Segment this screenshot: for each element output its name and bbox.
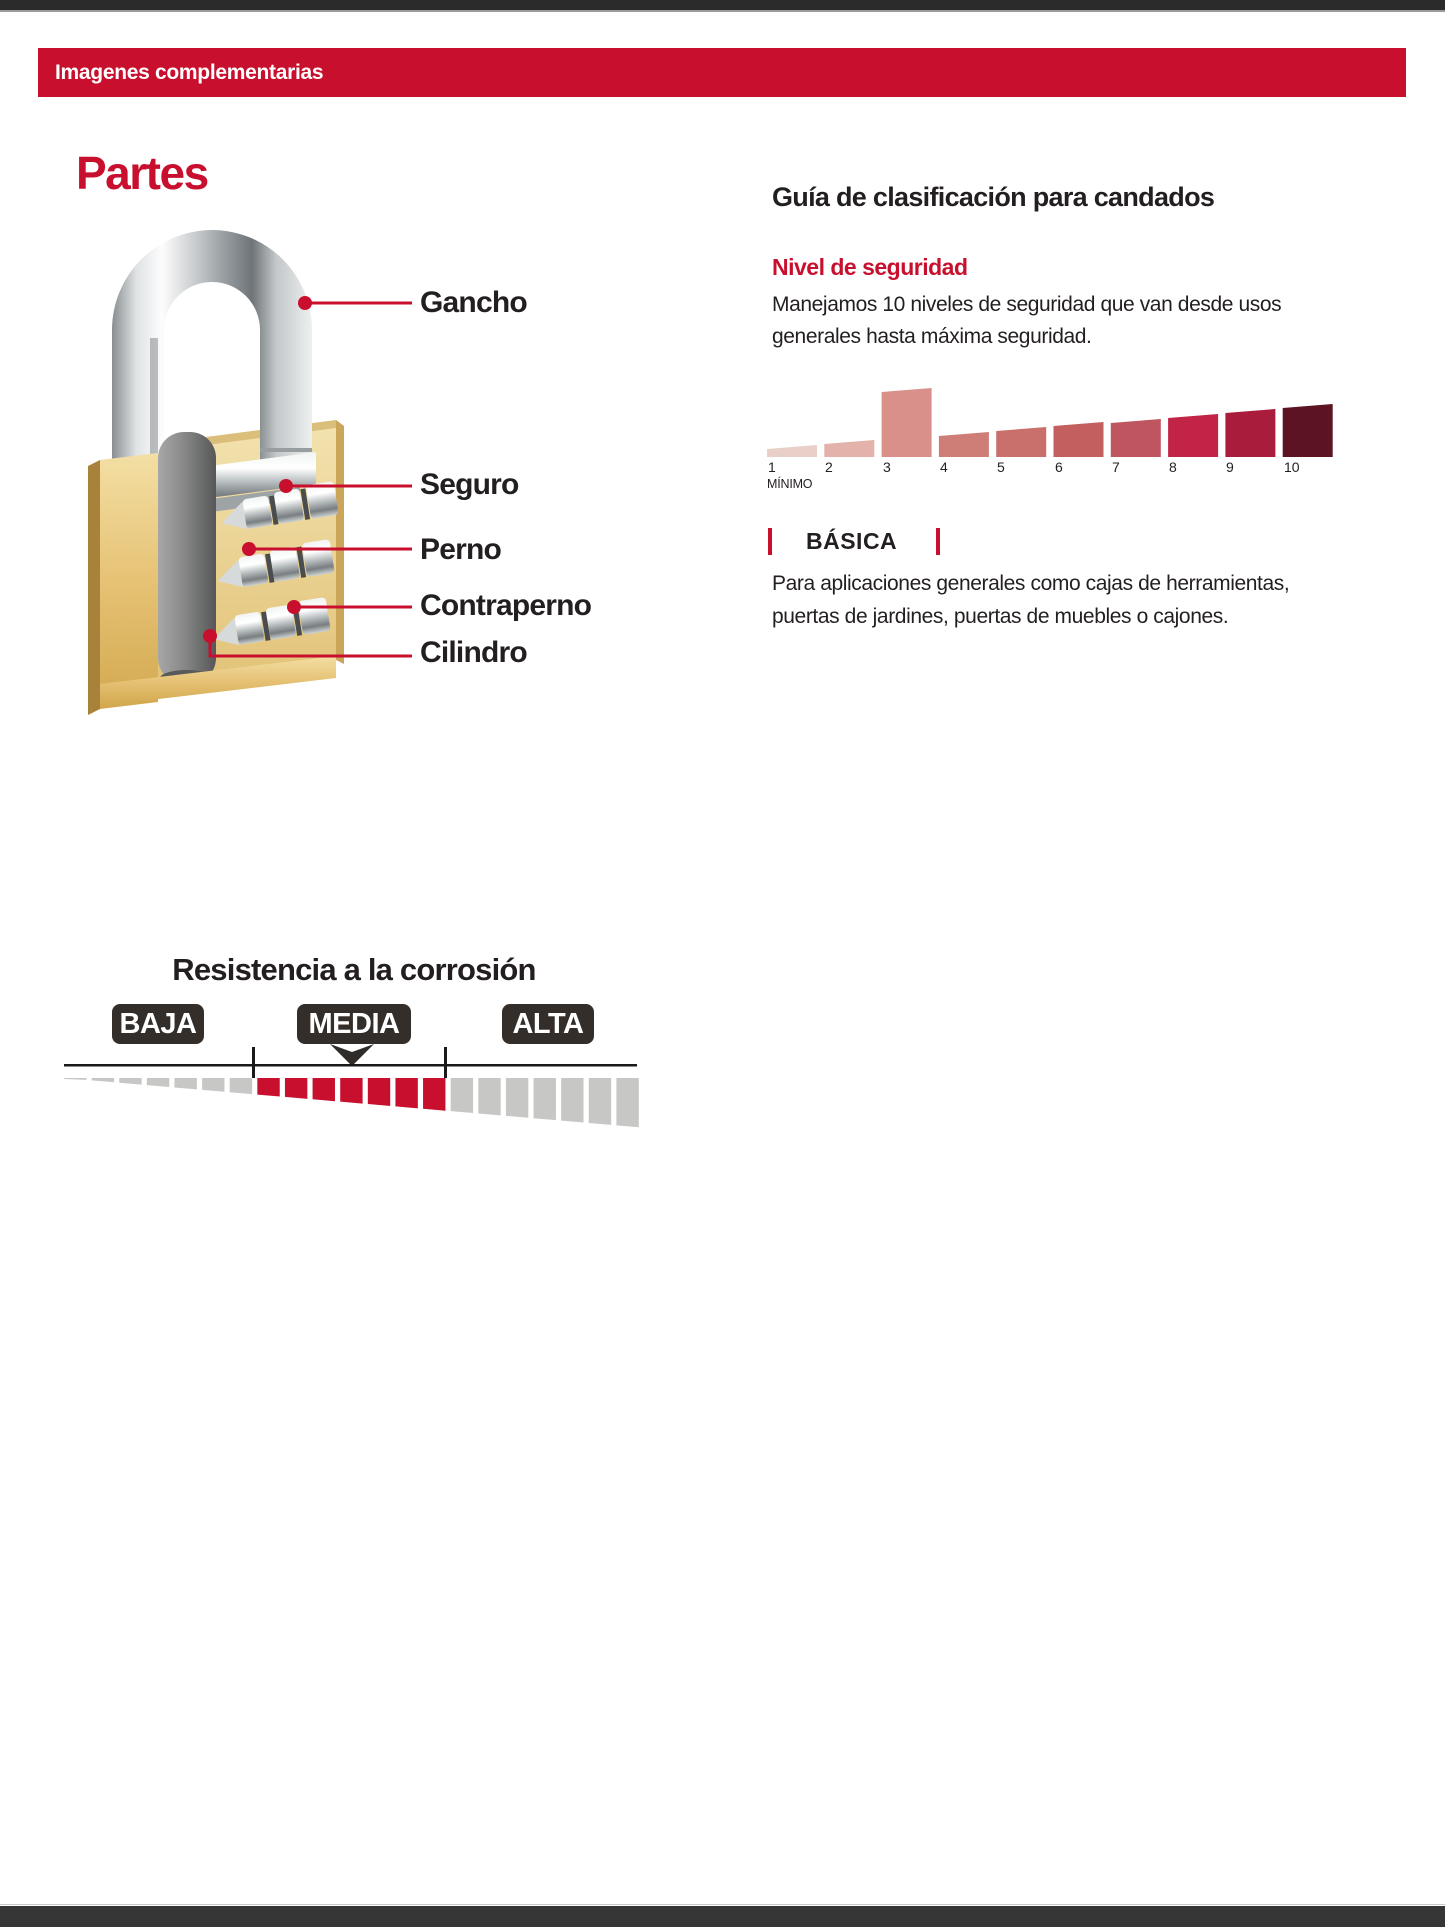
security-bar-4 <box>939 432 989 457</box>
bottom-border-line <box>0 1904 1445 1905</box>
category-description-line-1: Para aplicaciones generales como cajas de herramientas, <box>772 572 1290 595</box>
corrosion-segment-11 <box>340 1078 362 1104</box>
corrosion-zone-tick-1 <box>252 1047 255 1078</box>
security-tick-4: 4 <box>940 459 948 475</box>
corrosion-badge-media: MEDIA <box>297 1004 411 1044</box>
basica-right-tick <box>936 528 940 555</box>
part-leader-dot-cilindro <box>203 629 217 643</box>
security-bar-9 <box>1225 409 1275 457</box>
section-header-title: Imagenes complementarias <box>55 61 324 84</box>
guide-title: Guía de clasificación para candados <box>772 182 1215 212</box>
part-label-contraperno: Contraperno <box>420 589 592 622</box>
corrosion-segment-20 <box>589 1078 611 1125</box>
part-label-perno: Perno <box>420 533 502 566</box>
corrosion-segment-15 <box>451 1078 473 1113</box>
security-bar-8 <box>1168 414 1218 457</box>
security-bar-7 <box>1111 419 1161 457</box>
part-leader-dot-contraperno <box>287 600 301 614</box>
corrosion-segment-5 <box>174 1078 196 1089</box>
corrosion-badge-baja: BAJA <box>112 1004 204 1044</box>
partes-title: Partes <box>76 147 208 199</box>
part-label-cilindro: Cilindro <box>420 636 527 669</box>
part-label-seguro: Seguro <box>420 468 519 501</box>
security-tick-7: 7 <box>1112 459 1120 475</box>
corrosion-scale-graphic <box>64 1044 639 1127</box>
part-label-gancho: Gancho <box>420 286 527 319</box>
security-bar-5 <box>996 427 1046 457</box>
part-leader-dot-perno <box>242 542 256 556</box>
corrosion-segment-2 <box>92 1078 114 1082</box>
security-tick-10: 10 <box>1284 459 1300 475</box>
corrosion-segment-8 <box>257 1078 279 1096</box>
corrosion-segment-17 <box>506 1078 528 1118</box>
security-description-line-2: generales hasta máxima seguridad. <box>772 325 1092 348</box>
security-tick-6: 6 <box>1055 459 1063 475</box>
security-bar-10 <box>1283 404 1333 457</box>
security-tick-2: 2 <box>825 459 833 475</box>
corrosion-segment-7 <box>230 1078 252 1094</box>
padlock-body-right-edge <box>336 420 344 664</box>
security-level-bar-chart <box>767 388 1333 457</box>
security-tick-3: 3 <box>883 459 891 475</box>
selected-pointer-chevron <box>330 1044 374 1066</box>
padlock-cylinder <box>158 432 216 684</box>
shackle-tip-groove <box>260 448 312 452</box>
corrosion-segment-13 <box>395 1078 417 1108</box>
part-leader-dot-seguro <box>279 479 293 493</box>
security-bar-3 <box>882 388 932 457</box>
padlock-body-front-strip <box>100 453 158 709</box>
corrosion-segment-16 <box>478 1078 500 1115</box>
part-leader-dot-gancho <box>298 296 312 310</box>
corrosion-zone-tick-2 <box>444 1047 447 1078</box>
security-tick-9: 9 <box>1226 459 1234 475</box>
category-description-line-2: puertas de jardines, puertas de muebles o cajones. <box>772 605 1229 628</box>
corrosion-segment-3 <box>119 1078 141 1085</box>
corrosion-segment-12 <box>368 1078 390 1106</box>
security-tick-1: 1 <box>768 459 776 475</box>
corrosion-segment-4 <box>147 1078 169 1087</box>
chart-min-label: MÍNIMO <box>767 477 813 491</box>
corrosion-segment-14 <box>423 1078 445 1111</box>
corrosion-segment-6 <box>202 1078 224 1092</box>
corrosion-segment-1 <box>64 1078 86 1080</box>
security-tick-5: 5 <box>997 459 1005 475</box>
security-bar-1 <box>767 445 817 457</box>
security-level-heading: Nivel de seguridad <box>772 254 968 280</box>
corrosion-segment-10 <box>313 1078 335 1101</box>
security-description-line-1: Manejamos 10 niveles de seguridad que van desde usos <box>772 293 1282 316</box>
security-bar-2 <box>824 440 874 457</box>
bottom-border-bar <box>0 1906 1445 1927</box>
corrosion-segment-21 <box>616 1078 638 1127</box>
security-bar-6 <box>1054 422 1104 457</box>
security-tick-8: 8 <box>1169 459 1177 475</box>
basica-left-tick <box>768 528 772 555</box>
corrosion-segment-19 <box>561 1078 583 1123</box>
padlock-body-left-edge <box>88 460 100 715</box>
category-label: BÁSICA <box>806 528 898 554</box>
corrosion-title: Resistencia a la corrosión <box>172 952 536 987</box>
corrosion-axis-line <box>64 1064 637 1067</box>
corrosion-segment-18 <box>534 1078 556 1120</box>
corrosion-badge-alta: ALTA <box>502 1004 594 1044</box>
corrosion-segment-9 <box>285 1078 307 1099</box>
